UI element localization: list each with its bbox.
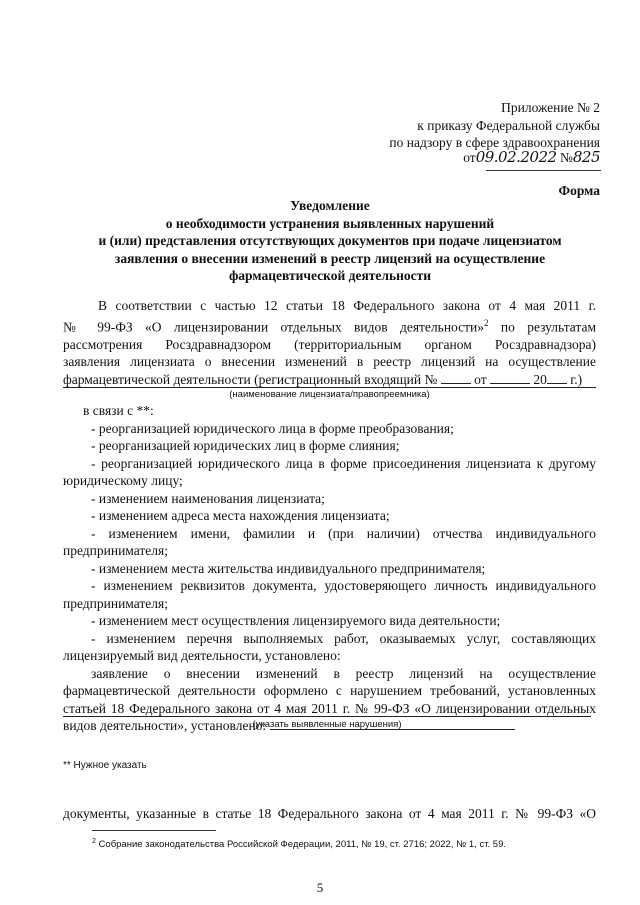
list-item: - реорганизацией юридического лица в форме присоединения лицензиата к другому	[91, 455, 596, 471]
list-item-continued: лицензируемый вид деятельности, установлено:	[63, 648, 341, 663]
text-line: № 99-ФЗ «О лицензировании отдельных видов деятельности»$^2$ по результатам	[63, 317, 596, 334]
list-item: - изменением реквизитов документа, удостоверяющего личность индивидуального	[91, 578, 596, 593]
statement-line: видов деятельности», установлено:	[63, 717, 596, 735]
list-item: - изменением имени, фамилии и (при наличии) отчества индивидуального	[91, 525, 596, 541]
list-item: - изменением наименования лицензиата;	[91, 490, 325, 506]
intro-paragraph	[63, 297, 596, 388]
document-title	[60, 197, 600, 285]
title-line: о необходимости устранения выявленных нарушений	[165, 215, 495, 231]
footnote	[92, 838, 506, 850]
reg-year-field[interactable]	[547, 371, 567, 384]
text-line: В соответствии с частью 12 статьи 18 Федерального закона от 4 мая 2011 г.	[98, 298, 596, 313]
text-line: рассмотрения Росздравнадзором (территориальным органом Росздравнадзора)	[63, 336, 596, 352]
title-line: Уведомление	[290, 198, 370, 213]
violations-field[interactable]	[63, 716, 591, 717]
list-item: - изменением перечня выполняемых работ, оказываемых услуг, составляющих	[91, 630, 596, 646]
text-line: заявления лицензиата о внесении изменений в реестр лицензий на осуществление	[63, 354, 596, 369]
registration-line: фармацевтической деятельности (регистрационный входящий № от 20 г.)	[63, 371, 583, 387]
appendix-label: Приложение № 2	[501, 100, 600, 115]
reg-date-field[interactable]	[490, 371, 530, 384]
form-label: Форма	[558, 183, 600, 198]
violations-caption: (указать выявленные нарушения)	[252, 719, 402, 730]
due-to-label: в связи с **:	[83, 403, 154, 418]
statement-line: заявление о внесении изменений в реестр лицензий на осуществление	[91, 665, 596, 681]
page-number: 5	[316, 880, 324, 895]
list-item-continued: предпринимателя;	[63, 543, 168, 558]
documents-line: документы, указанные в статье 18 Федерального закона от 4 мая 2011 г. № 99-ФЗ «О	[63, 806, 596, 821]
order-date-line	[463, 149, 600, 166]
list-item: - изменением места жительства индивидуального предпринимателя;	[91, 560, 486, 576]
order-reference: к приказу Федеральной службы	[417, 118, 600, 133]
handwritten-date: 09.02.2022	[475, 148, 557, 166]
date-prefix: от	[463, 150, 476, 165]
footnote-separator	[92, 830, 216, 831]
statement-line: фармацевтической деятельности оформлено с нарушением требований, установленных	[63, 683, 596, 698]
date-underline	[486, 170, 601, 171]
agency-name: по надзору в сфере здравоохранения	[389, 135, 600, 150]
list-item-continued: юридическому лицу;	[63, 473, 183, 488]
licensee-name-field[interactable]	[63, 387, 596, 388]
footnote-text: Собрание законодательства Российской Федерации, 2011, № 19, ст. 2716; 2022, № 1, ст. 59.	[98, 839, 507, 851]
note: ** Нужное указать	[63, 760, 147, 771]
list-item-continued: предпринимателя;	[63, 595, 168, 611]
title-line: фармацевтической деятельности	[228, 268, 432, 283]
handwritten-number: 825	[572, 148, 600, 166]
licensee-caption: (наименование лицензиата/правопреемника)	[229, 389, 430, 400]
list-item: - изменением мест осуществления лицензируемого вида деятельности;	[91, 613, 501, 628]
title-line: и (или) представления отсутствующих документов при подаче лицензиатом	[98, 233, 562, 248]
list-item: - реорганизацией юридических лиц в форме слияния;	[91, 438, 400, 453]
reasons-list	[63, 402, 596, 735]
list-item: - реорганизацией юридического лица в форме преобразования;	[91, 420, 454, 436]
list-item: - изменением адреса места нахождения лицензиата;	[91, 508, 390, 523]
statement-line: статьей 18 Федерального закона от 4 мая 2011 г. № 99-ФЗ «О лицензировании отдельных	[63, 700, 596, 716]
title-line: заявления о внесении изменений в реестр лицензий на осуществление	[114, 250, 546, 266]
reg-number-field[interactable]	[441, 371, 471, 384]
footnote-mark: 2	[92, 838, 96, 845]
number-sign: №	[559, 150, 573, 165]
